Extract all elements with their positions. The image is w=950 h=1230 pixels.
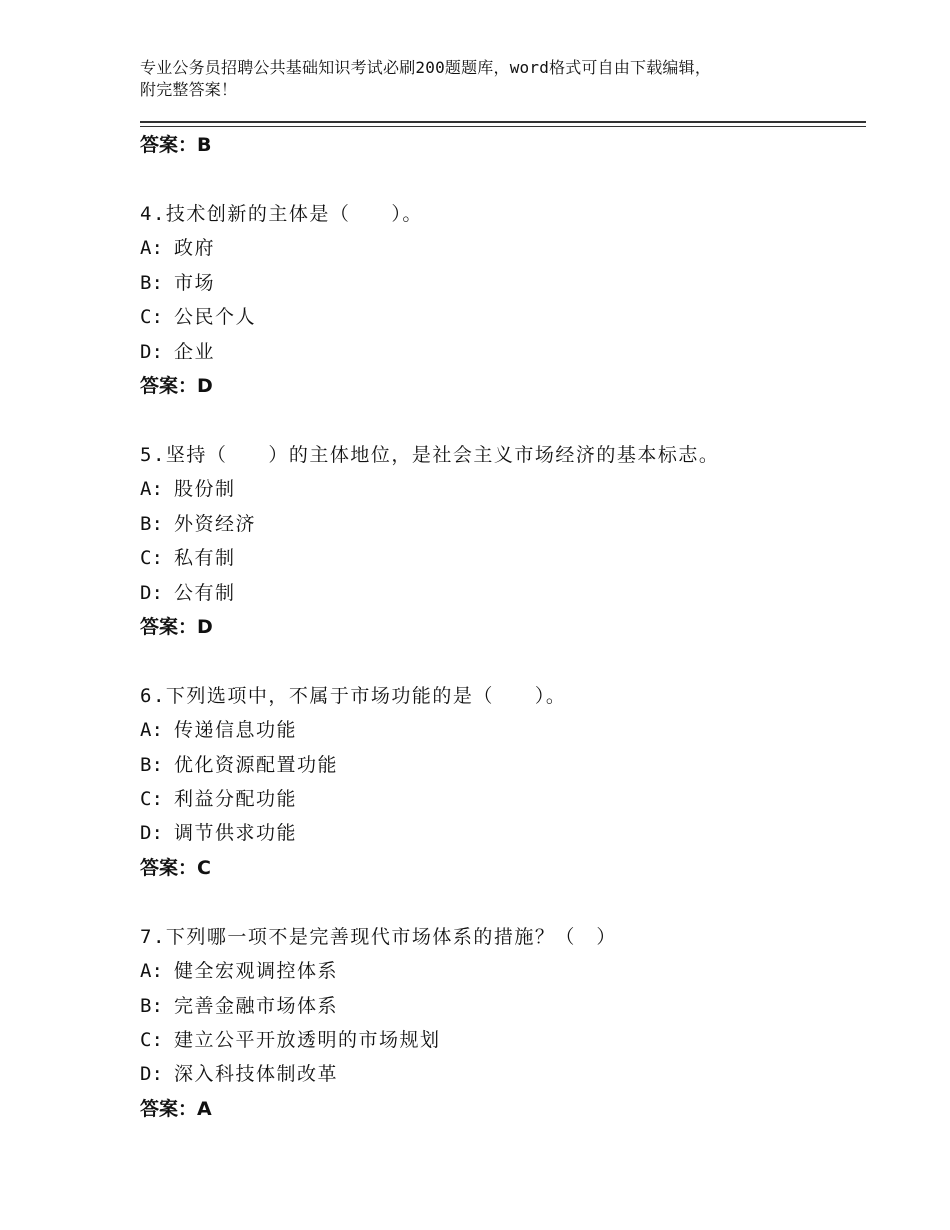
option-text: 建立公平开放透明的市场规划 bbox=[174, 1029, 441, 1052]
header-line-2: 附完整答案！ bbox=[140, 80, 238, 99]
answer-line: 答案：D bbox=[140, 374, 213, 397]
question-list bbox=[140, 128, 860, 1126]
option-text: 私有制 bbox=[174, 547, 236, 570]
option-c bbox=[140, 1023, 860, 1057]
header-line-1: 专业公务员招聘公共基础知识考试必刷200题题库，word格式可自由下载编辑， bbox=[140, 58, 712, 77]
header-divider-thick bbox=[140, 121, 866, 123]
option-a bbox=[140, 713, 860, 747]
option-letter: D: bbox=[140, 581, 163, 604]
option-text: 政府 bbox=[174, 237, 216, 260]
option-c bbox=[140, 541, 860, 575]
option-letter: A: bbox=[140, 478, 163, 501]
question-stem: 7.下列哪一项不是完善现代市场体系的措施？（ ） bbox=[140, 925, 617, 948]
option-letter: B: bbox=[140, 271, 163, 294]
answer-line: 答案：C bbox=[140, 856, 211, 879]
option-text: 传递信息功能 bbox=[174, 719, 298, 742]
option-d bbox=[140, 1057, 860, 1091]
option-letter: A: bbox=[140, 960, 163, 983]
option-d bbox=[140, 335, 860, 369]
option-text: 完善金融市场体系 bbox=[174, 994, 339, 1017]
option-b bbox=[140, 989, 860, 1023]
option-letter: B: bbox=[140, 994, 163, 1017]
option-text: 深入科技体制改革 bbox=[174, 1063, 339, 1086]
header-divider-thin bbox=[140, 126, 866, 127]
option-letter: D: bbox=[140, 340, 163, 363]
question-stem: 6.下列选项中，不属于市场功能的是（ ）。 bbox=[140, 684, 567, 707]
answer-line: 答案：B bbox=[140, 134, 212, 156]
question-block bbox=[140, 920, 860, 1126]
option-letter: C: bbox=[140, 306, 163, 329]
document-header bbox=[140, 57, 820, 101]
option-a bbox=[140, 954, 860, 988]
option-text: 企业 bbox=[174, 340, 216, 363]
answer-line: 答案：A bbox=[140, 1097, 212, 1120]
option-text: 调节供求功能 bbox=[174, 822, 298, 845]
option-d bbox=[140, 816, 860, 850]
option-text: 健全宏观调控体系 bbox=[174, 960, 339, 983]
option-text: 公民个人 bbox=[174, 306, 257, 329]
option-text: 公有制 bbox=[174, 581, 236, 604]
option-letter: D: bbox=[140, 1063, 163, 1086]
option-b bbox=[140, 748, 860, 782]
answer-line: 答案：D bbox=[140, 615, 213, 638]
question-stem: 5.坚持（ ）的主体地位，是社会主义市场经济的基本标志。 bbox=[140, 443, 720, 466]
option-letter: A: bbox=[140, 719, 163, 742]
option-a bbox=[140, 472, 860, 506]
option-letter: C: bbox=[140, 547, 163, 570]
option-letter: C: bbox=[140, 788, 163, 811]
question-block bbox=[140, 197, 860, 403]
option-c bbox=[140, 300, 860, 334]
question-stem: 4.技术创新的主体是（ ）。 bbox=[140, 203, 423, 225]
option-text: 外资经济 bbox=[174, 512, 257, 535]
option-text: 市场 bbox=[174, 271, 216, 294]
option-c bbox=[140, 782, 860, 816]
option-b bbox=[140, 266, 860, 300]
option-letter: C: bbox=[140, 1029, 163, 1052]
question-block bbox=[140, 679, 860, 885]
option-text: 股份制 bbox=[174, 478, 236, 501]
option-b bbox=[140, 507, 860, 541]
option-a bbox=[140, 231, 860, 265]
option-d bbox=[140, 576, 860, 610]
question-block bbox=[140, 438, 860, 644]
option-letter: A: bbox=[140, 237, 163, 260]
option-letter: B: bbox=[140, 753, 163, 776]
option-text: 利益分配功能 bbox=[174, 788, 298, 811]
option-letter: B: bbox=[140, 512, 163, 535]
option-text: 优化资源配置功能 bbox=[174, 753, 339, 776]
option-letter: D: bbox=[140, 822, 163, 845]
